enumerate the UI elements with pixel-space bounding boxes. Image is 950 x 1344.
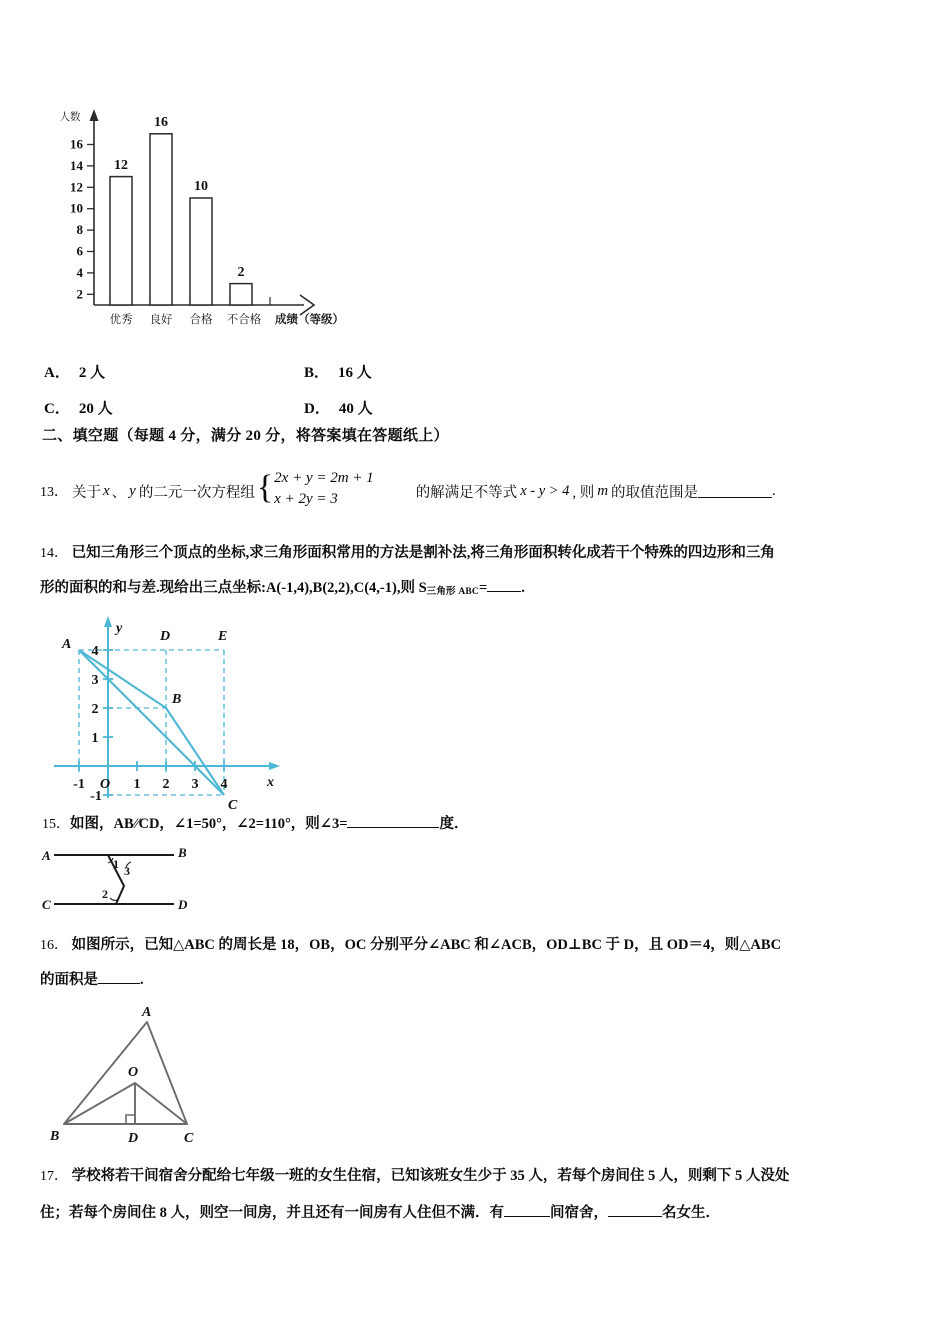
- ytick-2: 2: [91, 702, 99, 717]
- chart-bars: [110, 115, 252, 305]
- label-E: E: [218, 629, 228, 644]
- chart-y-ticks: [70, 137, 94, 302]
- q16-number: 16．: [40, 938, 68, 953]
- q17-line-2-b: 名女生．: [662, 1205, 720, 1221]
- choice-b-text: 16 人: [338, 364, 372, 381]
- answer-choices: [44, 353, 564, 425]
- ytick-label: 12: [70, 179, 83, 195]
- q14-line-1: 已知三角形三个顶点的坐标,求三角形面积常用的方法是割补法,将三角形面积转化成若干个特殊的四边形和三角: [71, 545, 775, 561]
- q16-answer-blank[interactable]: [98, 971, 140, 984]
- q17-number: 17．: [40, 1169, 68, 1184]
- chart-ylabel: 人数: [59, 111, 81, 123]
- ytick-label: 4: [76, 264, 83, 280]
- choice-d[interactable]: [304, 397, 564, 418]
- q14-answer-blank[interactable]: [487, 579, 521, 592]
- coord-xaxis-label: x: [267, 775, 274, 790]
- parallel-lines-svg: [36, 838, 226, 914]
- question-14: [40, 536, 925, 609]
- ytick-label: 8: [76, 222, 83, 238]
- q14-line-2: 形的面积的和与差.现给出三点坐标:A(-1,4),B(2,2),C(4,-1),则 S: [40, 580, 427, 596]
- q13-equation-1: 2x + y = 2m + 1: [274, 470, 374, 486]
- question-17: [40, 1158, 935, 1231]
- choice-row: [44, 389, 564, 425]
- choice-b[interactable]: [304, 361, 564, 382]
- q17-line-2-mid: 间宿舍，: [550, 1205, 608, 1221]
- label-B: B: [178, 845, 187, 860]
- q16-line-2-b: .: [140, 972, 144, 988]
- choice-d-label: D．: [304, 400, 330, 417]
- label-A: A: [142, 1005, 152, 1020]
- ytick-label: 10: [70, 200, 83, 216]
- angle-label-3: 3: [124, 864, 130, 878]
- ytick-label: 6: [76, 243, 83, 259]
- q13-var-y: y: [129, 482, 136, 499]
- category-label: 优秀: [109, 312, 133, 326]
- q13-answer-blank[interactable]: [698, 484, 772, 498]
- bar: [190, 198, 212, 305]
- angle-2-arc: [110, 898, 117, 900]
- angle-label-2: 2: [102, 887, 108, 901]
- question-16: [40, 928, 930, 997]
- choice-a-text: 2 人: [78, 364, 106, 381]
- angle-label-1: 1: [113, 857, 119, 871]
- ytick-3: 3: [91, 673, 99, 688]
- xtick-4: 4: [220, 777, 228, 792]
- label-A: A: [62, 637, 72, 652]
- q14-period: .: [521, 580, 525, 596]
- coordinate-figure: [36, 602, 306, 814]
- right-angle-marker: [126, 1115, 135, 1124]
- choice-a-label: A．: [44, 364, 70, 381]
- q17-answer-blank-2[interactable]: [608, 1204, 662, 1217]
- q13-var-x: x: [103, 482, 110, 499]
- bar-value-label: 2: [237, 265, 245, 280]
- label-D: D: [178, 897, 188, 912]
- label-D: D: [160, 629, 171, 644]
- choice-c[interactable]: [44, 397, 304, 418]
- bar-value-label: 12: [114, 158, 128, 173]
- origin-label: O: [99, 777, 111, 792]
- category-label: 不合格: [226, 312, 262, 326]
- label-C: C: [228, 798, 238, 813]
- coord-x-arrow: [269, 762, 280, 770]
- chart-category-labels: [110, 312, 262, 326]
- q17-line-1: 学校将若干间宿舍分配给七年级一班的女生住宿，已知该班女生少于 35 人，若每个房间住 5 人，则剩下 5 人没处: [71, 1168, 790, 1184]
- q17-line-2-a: 住；若每个房间住 8 人，则空一间房，并且还有一间房有人住但不满．有: [40, 1205, 504, 1221]
- choice-row: [44, 353, 564, 389]
- coord-yaxis-label: y: [116, 621, 123, 636]
- coord-y-arrow: [104, 616, 112, 627]
- q13-text-a: 关于: [72, 484, 101, 501]
- question-15: [42, 812, 468, 833]
- section-2-heading: 二、填空题（每题 4 分，满分 20 分，将答案填在答题纸上）: [42, 428, 449, 444]
- ytick-label: 2: [76, 286, 83, 302]
- ytick-4: 4: [91, 644, 99, 659]
- q13-text-c: 的解满足不等式: [415, 484, 518, 501]
- q13-separator: 、: [111, 484, 127, 501]
- q16-line-1: 如图所示，已知△ABC 的周长是 18，OB，OC 分别平分∠ABC 和∠ACB，OD⊥BC 于 D，且 OD＝4，则△ABC: [71, 937, 782, 953]
- xtick-2: 2: [162, 777, 170, 792]
- q13-text-d: , 则: [572, 484, 595, 501]
- q17-answer-blank-1[interactable]: [504, 1204, 550, 1217]
- label-D: D: [128, 1131, 139, 1146]
- choice-a[interactable]: [44, 361, 304, 382]
- bar-chart-svg: [42, 95, 382, 340]
- path-A-C: [79, 650, 224, 795]
- q15-number: 15．: [42, 817, 70, 832]
- ytick-1: 1: [91, 731, 99, 746]
- bar: [150, 134, 172, 305]
- question-13: [40, 470, 920, 512]
- triangle-ABC: [79, 650, 224, 795]
- q16-line-2-a: 的面积是: [40, 972, 98, 988]
- bar-value-label: 16: [154, 115, 168, 130]
- label-B: B: [172, 692, 182, 707]
- bar: [230, 284, 252, 305]
- category-label: 合格: [189, 312, 213, 326]
- label-C: C: [184, 1131, 194, 1146]
- bar: [110, 177, 132, 305]
- q13-text-b: 的二元一次方程组: [138, 484, 255, 501]
- label-C: C: [42, 897, 51, 912]
- xtick-3: 3: [191, 777, 199, 792]
- q15-text-b: 度．: [439, 816, 469, 832]
- xtick-1: 1: [133, 777, 141, 792]
- choice-b-label: B．: [304, 364, 330, 381]
- q13-text-e: 的取值范围是: [611, 484, 699, 501]
- choice-c-label: C．: [44, 400, 70, 417]
- bar-chart-figure: [42, 95, 382, 340]
- triangle-figure: [42, 1000, 242, 1150]
- q13-equation-system: [257, 468, 374, 510]
- bar-value-label: 10: [194, 179, 208, 194]
- label-O: O: [128, 1065, 139, 1080]
- q15-answer-blank[interactable]: [347, 815, 439, 828]
- choice-c-text: 20 人: [78, 400, 113, 417]
- label-A: A: [42, 848, 51, 863]
- q14-equals: =: [478, 580, 488, 596]
- ytick-label: 16: [70, 136, 83, 152]
- category-label: 良好: [149, 312, 173, 326]
- q14-subscript: 三角形 ABC: [426, 587, 479, 597]
- q13-var-m: m: [597, 482, 609, 499]
- q14-number: 14．: [40, 546, 68, 561]
- label-B: B: [50, 1129, 60, 1144]
- triangle-svg: [42, 1000, 242, 1150]
- q13-period: .: [772, 482, 776, 499]
- q13-inequality: x - y > 4: [520, 482, 570, 499]
- ytick--1: -1: [90, 789, 102, 804]
- coordinate-svg: [36, 602, 306, 814]
- chart-xlabel: 成绩（等级）: [275, 312, 344, 326]
- q15-text-a: 如图，AB∕∕CD，∠1=50°，∠2=110°，则∠3=: [70, 816, 348, 832]
- q13-number: 13．: [40, 485, 68, 500]
- y-axis-arrow: [90, 109, 99, 121]
- q13-equation-2: x + 2y = 3: [274, 491, 338, 507]
- choice-d-text: 40 人: [338, 400, 373, 417]
- ytick-label: 14: [70, 157, 83, 173]
- parallel-lines-figure: [36, 838, 226, 914]
- system-brace: {: [256, 469, 274, 506]
- xtick--1: -1: [73, 777, 85, 792]
